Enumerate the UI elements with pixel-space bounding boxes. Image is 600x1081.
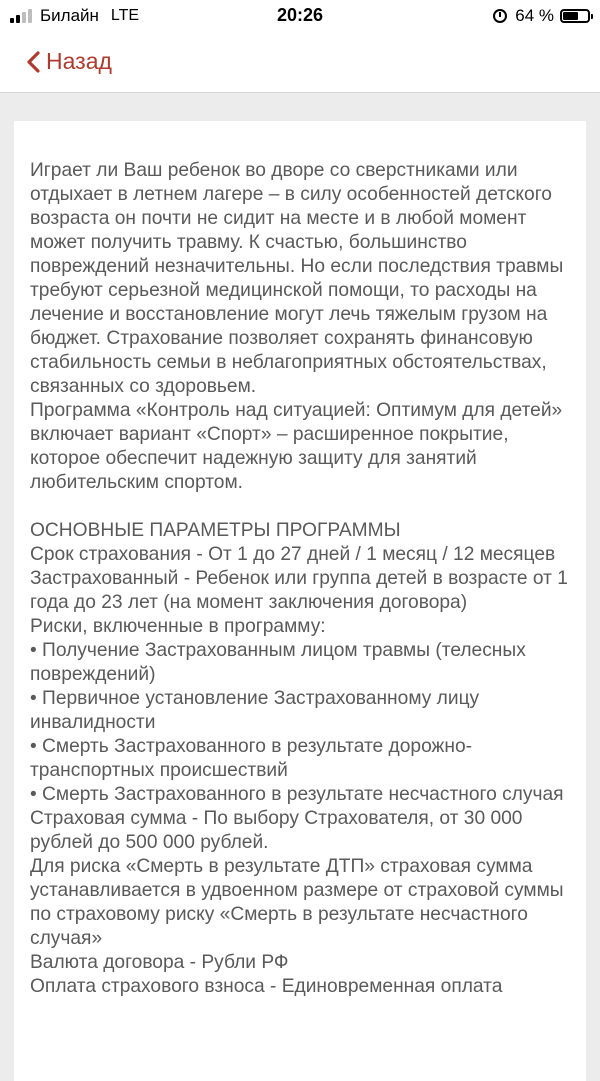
back-label: Назад bbox=[46, 48, 112, 74]
risk-item: • Смерть Застрахованного в результате дорожно-транспортных происшествий bbox=[30, 736, 473, 781]
risk-item: • Первичное установление Застрахованному лицу инвалидности bbox=[30, 688, 480, 733]
spacer bbox=[30, 495, 572, 519]
status-right bbox=[493, 6, 590, 26]
back-button[interactable] bbox=[26, 48, 112, 75]
alarm-icon bbox=[493, 9, 507, 23]
param-line: Риски, включенные в программу: bbox=[30, 616, 326, 637]
risk-item: • Смерть Застрахованного в результате несчастного случая bbox=[30, 784, 564, 805]
section-title: ОСНОВНЫЕ ПАРАМЕТРЫ ПРОГРАММЫ bbox=[30, 520, 401, 541]
status-time: 20:26 bbox=[276, 5, 324, 25]
param-line: Оплата страхового взноса - Единовременная оплата bbox=[30, 976, 503, 997]
network-type: LTE bbox=[110, 7, 140, 24]
param-line: Срок страхования - От 1 до 27 дней / 1 месяц / 12 месяцев bbox=[30, 544, 556, 565]
nav-bar bbox=[0, 32, 600, 93]
battery-percent: 64 % bbox=[515, 6, 554, 25]
param-line: Страховая сумма - По выбору Страхователя, от 30 000 рублей до 500 000 рублей. bbox=[30, 808, 523, 853]
chevron-left-icon bbox=[26, 51, 40, 73]
battery-fill bbox=[563, 12, 578, 20]
param-line: Валюта договора - Рубли РФ bbox=[30, 952, 289, 973]
status-bar bbox=[0, 0, 600, 32]
battery-icon bbox=[560, 9, 590, 23]
intro-paragraph: Играет ли Ваш ребенок во дворе со сверстниками или отдыхает в летнем лагере – в силу особенностей детского возраста он почти не сидит на месте и в любой момент может получить травму. К счастью, большинство повреждений незначительны. Но если последствия травмы требуют серьезной медицинской помощи, то расходы на лечение и восстановление могут лечь тяжелым грузом на бюджет. Страхование позволяет сохранять финансовую стабильность семьи в неблагоприятных обстоятельствах, связанных со здоровьем. bbox=[30, 160, 564, 397]
program-paragraph: Программа «Контроль над ситуацией: Оптимум для детей» включает вариант «Спорт» – расширенное покрытие, которое обеспечит надежную защиту для занятий любительским спортом. bbox=[30, 400, 563, 493]
carrier-name: Билайн bbox=[40, 6, 99, 25]
content-card bbox=[14, 121, 586, 1081]
param-line: Для риска «Смерть в результате ДТП» страховая сумма устанавливается в удвоенном размере от страховой суммы по страховому риску «Смерть в результате несчастного случая» bbox=[30, 856, 564, 949]
risk-item: • Получение Застрахованным лицом травмы (телесных повреждений) bbox=[30, 640, 526, 685]
param-line: Застрахованный - Ребенок или группа детей в возрасте от 1 года до 23 лет (на момент заключения договора) bbox=[30, 568, 568, 613]
